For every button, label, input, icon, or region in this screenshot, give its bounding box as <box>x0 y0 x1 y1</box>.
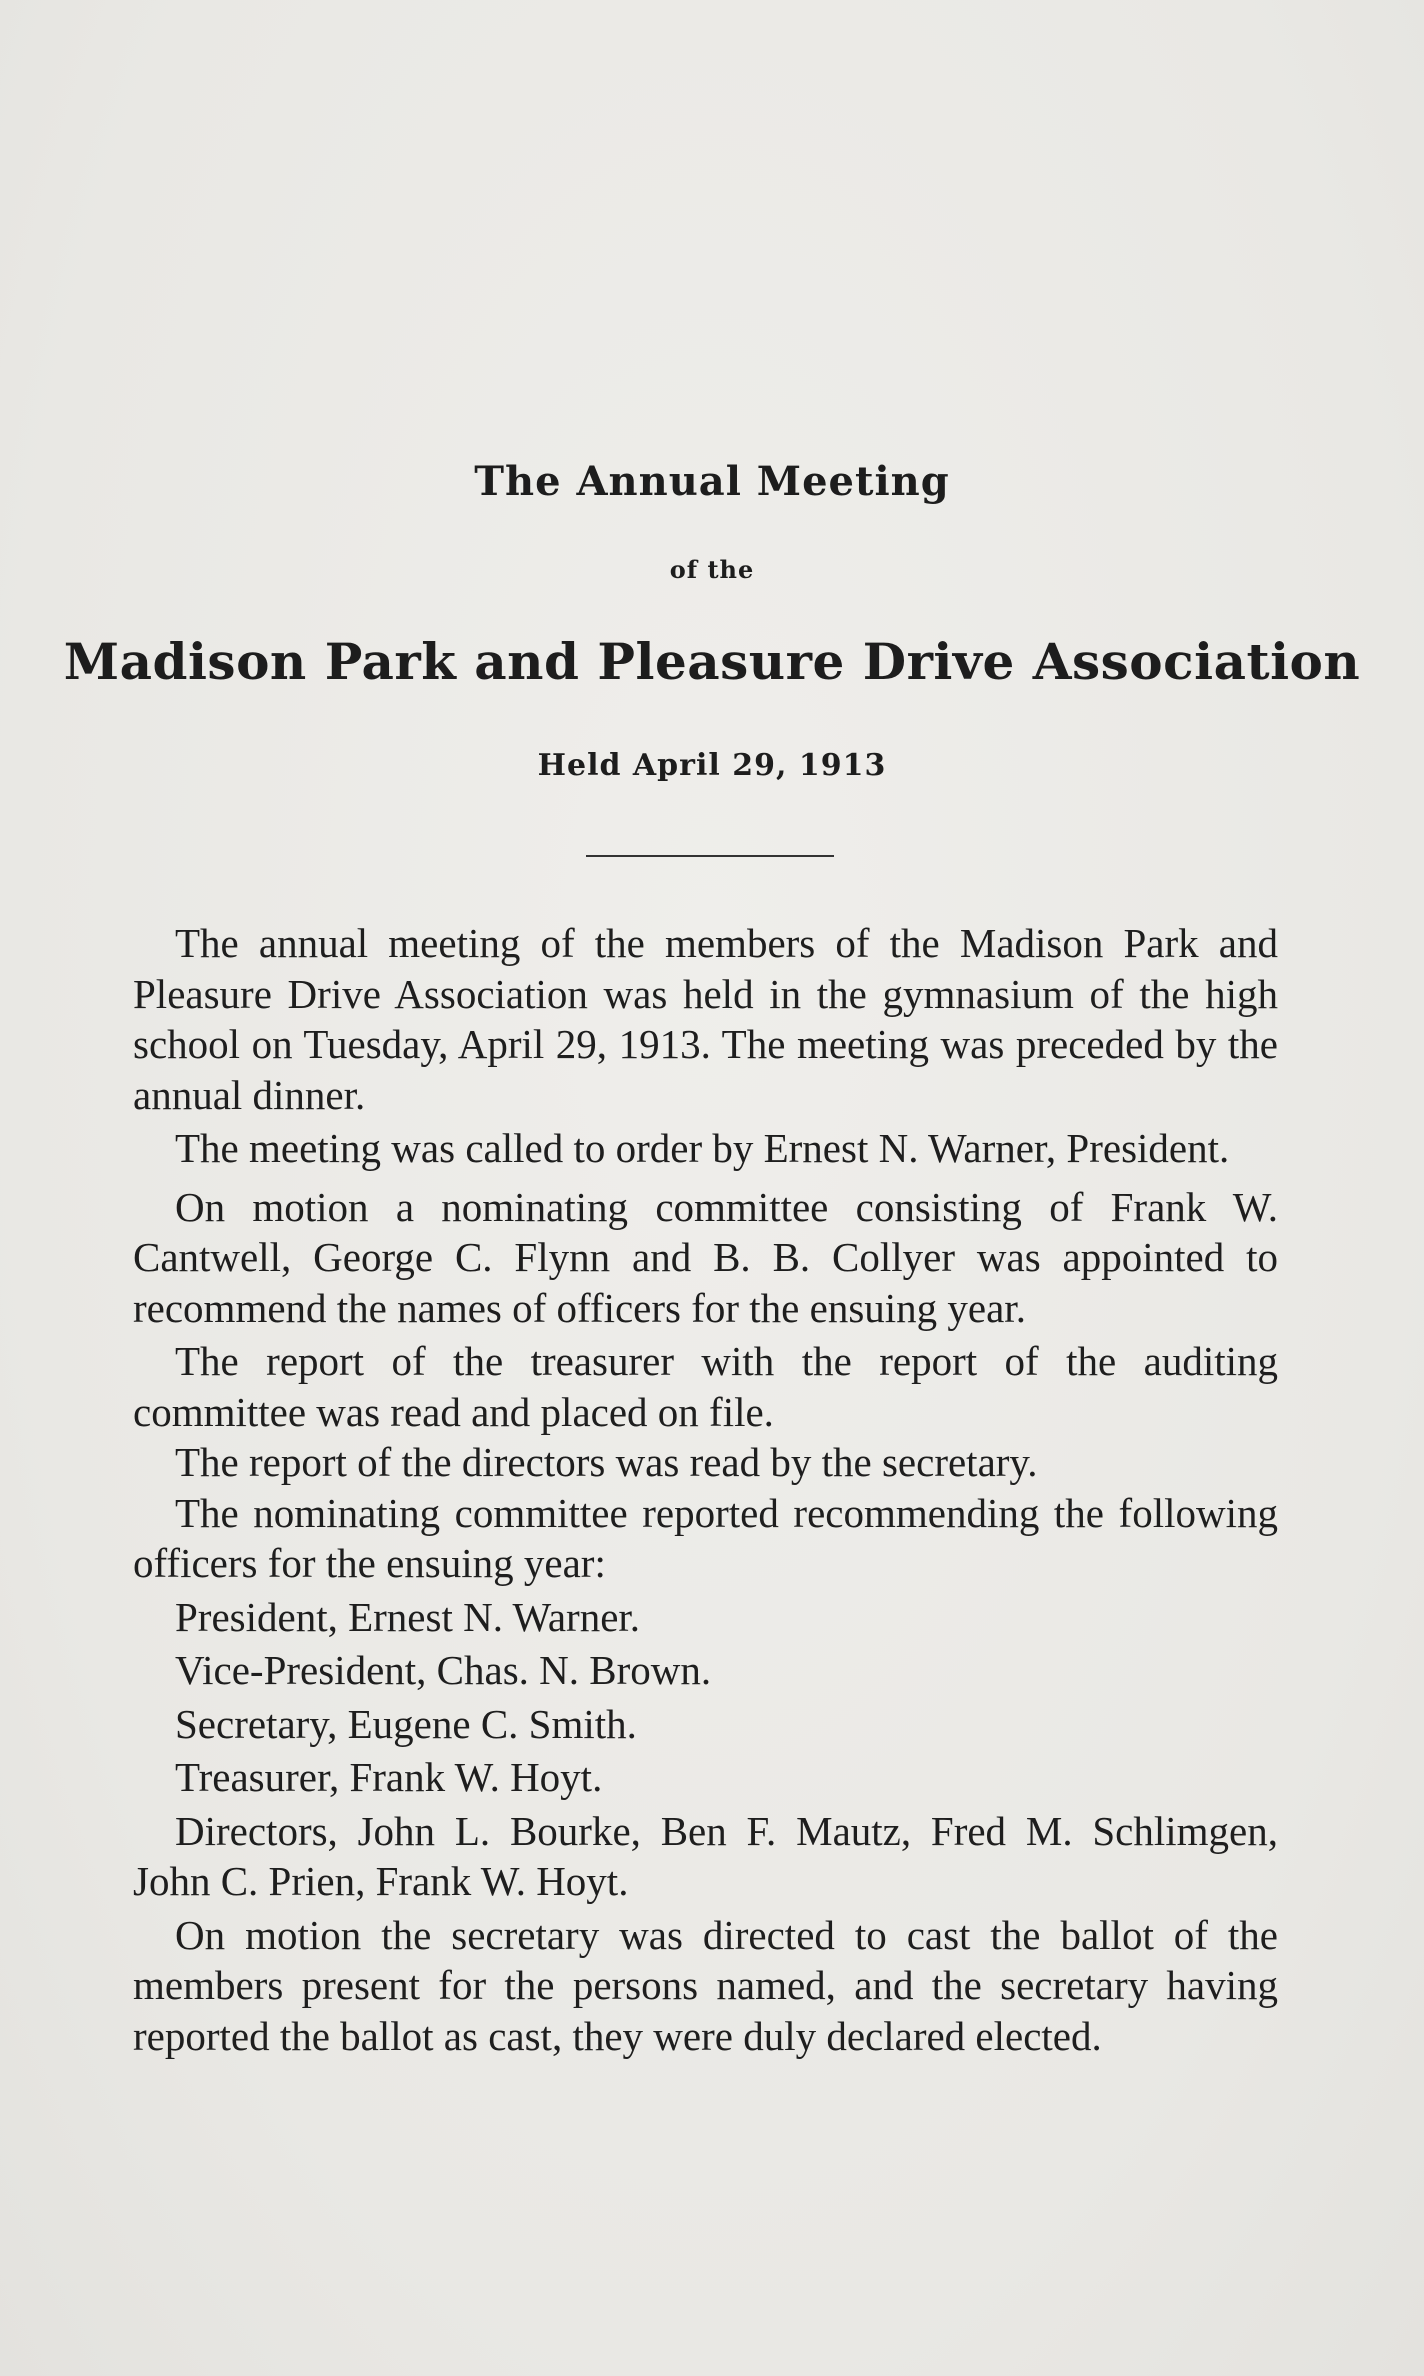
paragraph-directors-report: The report of the directors was read by the secretary. <box>175 1439 1038 1485</box>
officer-president: President, Ernest N. Warner. <box>175 1593 641 1640</box>
officer-treasurer: Treasurer, Frank W. Hoyt. <box>175 1754 603 1800</box>
heading-of: of the <box>669 555 755 584</box>
paragraph-treasurer-report: The report of the treasurer with the report of the auditing committee was read and placed on file. <box>133 1338 1278 1435</box>
meeting-minutes <box>133 918 1278 2061</box>
paragraph-nominating-committee: On motion a nominating committee consisting of Frank W. Cantwell, George C. Flynn and B. B. Collyer was appointed to recommend the names of officers for the ensuing year. <box>133 1183 1278 1331</box>
paragraph-nominating-report: The nominating committee reported recommending the following officers for the ensuing year: <box>133 1489 1278 1586</box>
paragraph-meeting-held: The annual meeting of the members of the Madison Park and Pleasure Drive Association was held in the gymnasium of the high school on Tuesday, April 29, 1913. The meeting was preceded by the annual dinner. <box>133 920 1278 1118</box>
officer-secretary: Secretary, Eugene C. Smith. <box>175 1700 637 1747</box>
heading-held-date: Held April 29, 1913 <box>537 748 887 783</box>
officer-vice-president: Vice-President, Chas. N. Brown. <box>175 1647 712 1693</box>
paragraph-ballot: On motion the secretary was directed to cast the ballot of the members present for the persons named, and the secretary having reported the ballot as cast, they were duly declared elected. <box>133 1911 1278 2059</box>
heading-title: The Annual Meeting <box>474 458 950 505</box>
heading-association: Madison Park and Pleasure Drive Association <box>63 632 1361 691</box>
officer-directors: Directors, John L. Bourke, Ben F. Mautz, Fred M. Schlimgen, John C. Prien, Frank W. Hoyt. <box>133 1807 1278 1904</box>
divider-rule <box>586 855 834 857</box>
paragraph-called-to-order: The meeting was called to order by Ernest N. Warner, President. <box>175 1125 1230 1171</box>
